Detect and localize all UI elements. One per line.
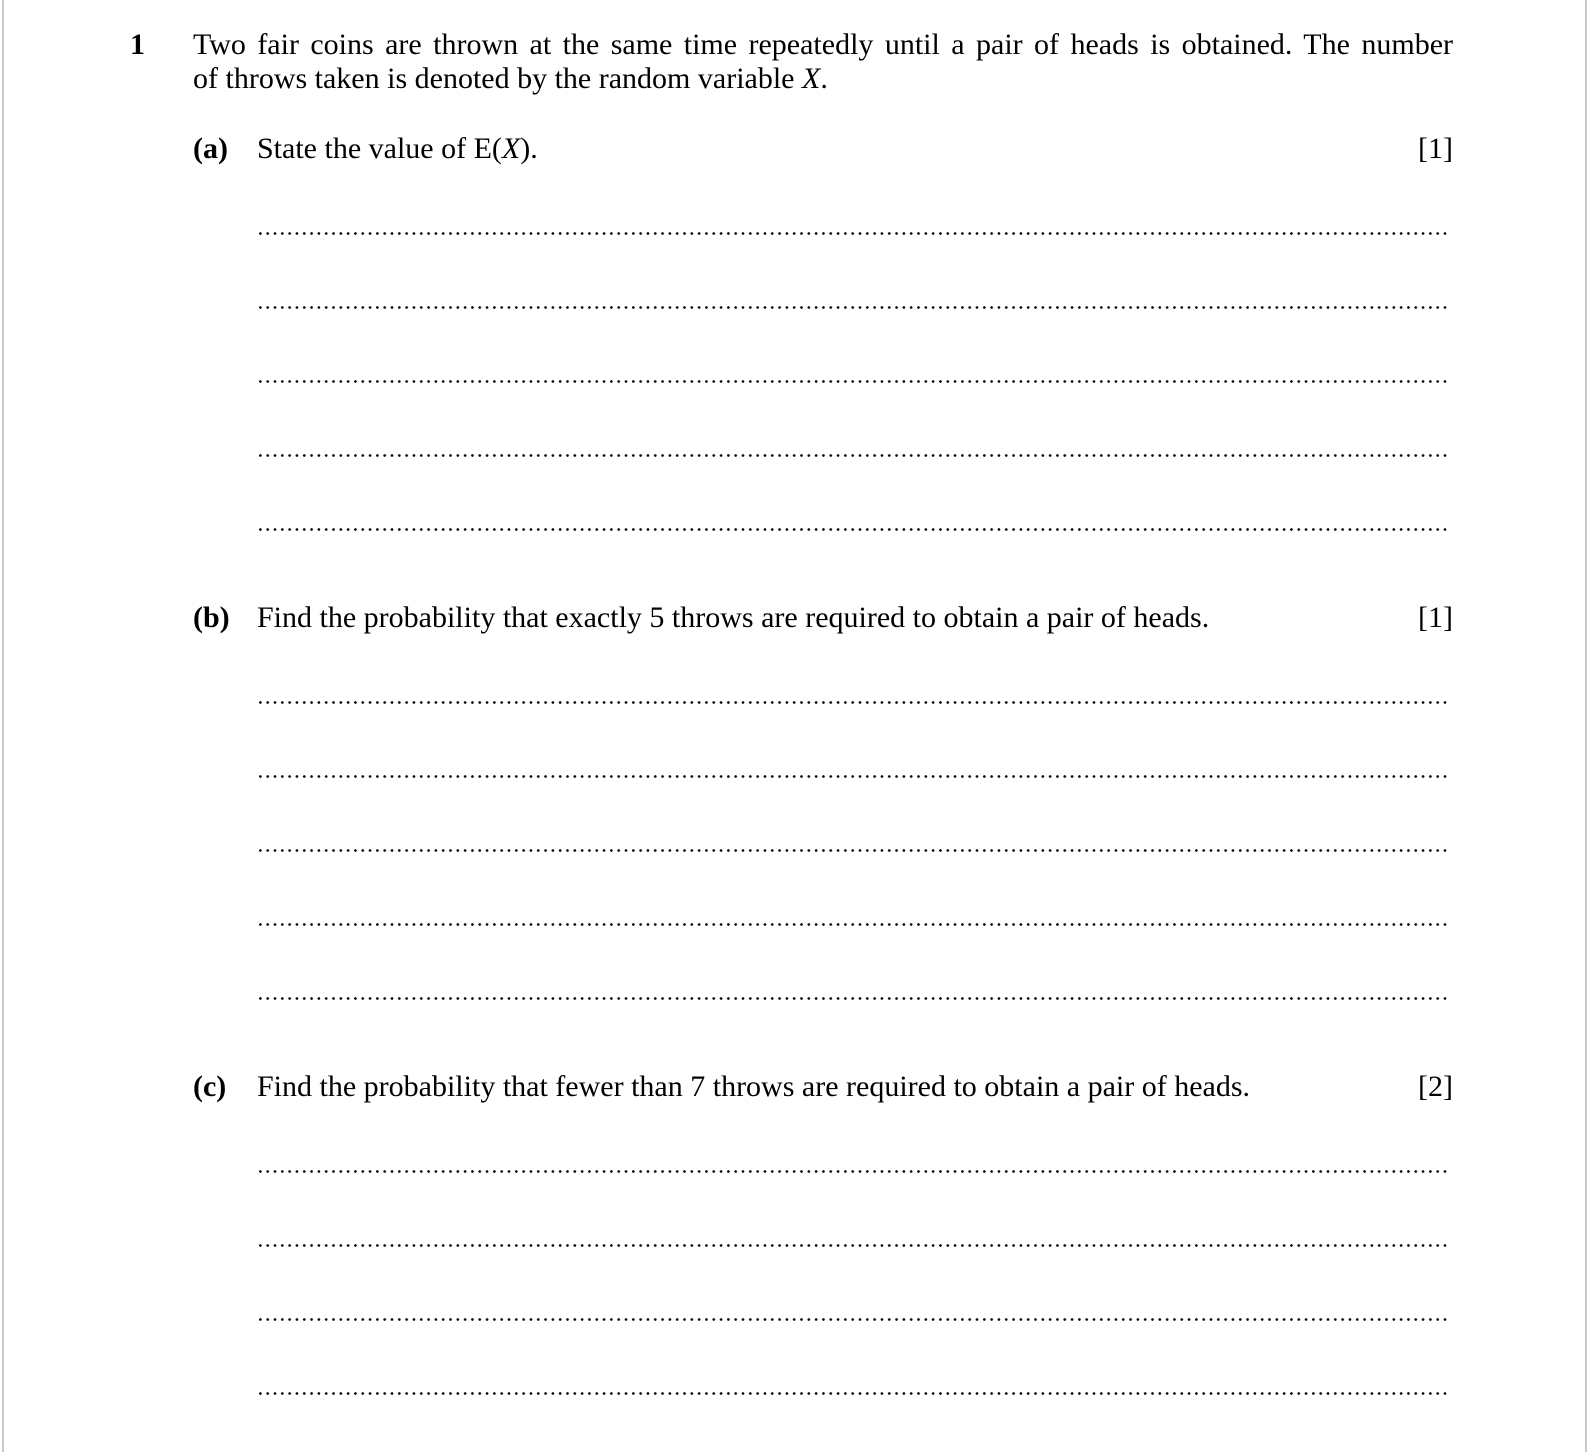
answer-dotted-line (259, 1318, 1450, 1321)
question-part-c (193, 1070, 1453, 1395)
answer-dotted-line (259, 1244, 1450, 1247)
answer-dotted-line (259, 923, 1450, 926)
part-b-head (193, 601, 1453, 635)
text-segment: Find the probability that fewer than 7 throws are required to obtain a pair of heads. (257, 1070, 1251, 1103)
answer-dotted-line (259, 701, 1450, 704)
part-a-head (193, 132, 1453, 166)
part-a-marks-badge: [1] (1418, 132, 1453, 165)
part-a-label: (a) (193, 132, 228, 165)
answer-dotted-line (259, 306, 1450, 309)
question-parts (130, 132, 1453, 1395)
math-variable: X (501, 132, 521, 165)
question-intro-text (193, 28, 1453, 96)
text-segment: Two fair coins are thrown at the same time repeatedly until a pair of heads is obtained. The number (193, 28, 1453, 61)
text-segment: Find the probability that exactly 5 throws are required to obtain a pair of heads. (257, 601, 1210, 634)
part-c-head (193, 1070, 1453, 1104)
text-segment: State the value of E( (257, 132, 502, 165)
part-b-label: (b) (193, 601, 230, 634)
part-c-label: (c) (193, 1070, 227, 1103)
page-right-edge-line (1585, 0, 1587, 1452)
answer-dotted-line (259, 849, 1450, 852)
part-c-question-text (257, 1070, 1406, 1104)
answer-dotted-line (259, 1170, 1450, 1173)
part-a-question-text (257, 132, 1406, 166)
text-segment: . (820, 62, 828, 95)
answer-dotted-line (259, 1392, 1450, 1395)
question-block (130, 28, 1453, 1395)
question-intro-row (130, 28, 1453, 96)
intro-line-1 (193, 28, 1453, 62)
math-variable: X (802, 62, 821, 95)
answer-dotted-line (259, 380, 1450, 383)
answer-dotted-line (259, 528, 1450, 531)
text-segment: of throws taken is denoted by the random variable (193, 62, 802, 95)
question-part-a (193, 132, 1453, 531)
answer-dotted-line (259, 997, 1450, 1000)
answer-dotted-line (259, 232, 1450, 235)
question-number: 1 (130, 28, 145, 61)
part-b-marks-badge: [1] (1418, 601, 1453, 634)
page-left-edge-line (2, 0, 4, 1452)
part-c-marks-badge: [2] (1418, 1070, 1453, 1103)
question-part-b (193, 601, 1453, 1000)
part-b-question-text (257, 601, 1406, 635)
intro-line-2 (193, 62, 1453, 96)
answer-dotted-line (259, 775, 1450, 778)
answer-dotted-line (259, 454, 1450, 457)
text-segment: ). (520, 132, 538, 165)
